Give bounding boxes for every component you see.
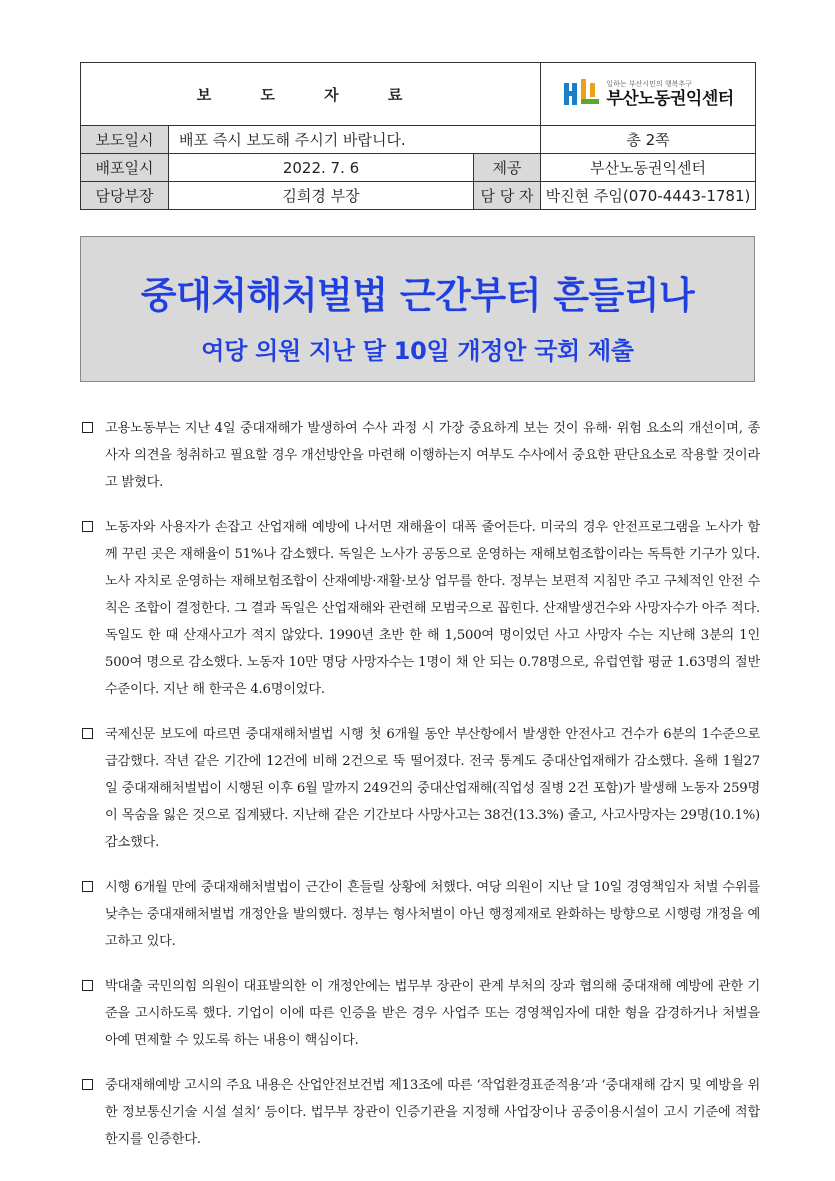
logo-slogan: 일하는 부산시민의 행복추구	[606, 79, 692, 88]
paragraph-5	[80, 973, 760, 1054]
paragraph-text: 고용노동부는 지난 4일 중대재해가 발생하여 수사 과정 시 가장 중요하게 보는 것이 유해· 위험 요소의 개선이며, 종사자 의견을 청취하고 필요할 경우 개선방안을 마련해 이행하는지 여부도 수사에서 중요한 판단요소로 작용할 것이라고 밝혔다.	[105, 421, 760, 490]
headline-box	[80, 236, 755, 382]
distribution-date-value: 2022. 7. 6	[169, 154, 474, 182]
checkbox-bullet-icon	[82, 521, 93, 532]
body-paragraphs	[80, 415, 760, 1171]
paragraph-text: 시행 6개월 만에 중대재해처벌법이 근간이 흔들릴 상황에 처했다. 여당 의원이 지난 달 10일 경영책임자 처벌 수위를 낮추는 중대재해처벌법 개정안을 발의했다. 정부는 형사처벌이 아닌 행정제재로 완화하는 방향으로 시행령 개정을 예고하고 있다.	[105, 880, 760, 949]
release-time-label: 보도일시	[81, 126, 169, 154]
logo-cell	[541, 63, 756, 126]
paragraph-text: 중대재해예방 고시의 주요 내용은 산업안전보건법 제13조에 따른 ‘작업환경표준적용’과 ‘중대재해 감지 및 예방을 위한 정보통신기술 시설 설치’ 등이다. 법무부 장관이 인증기관을 지정해 사업장이나 공중이용시설이 고시 기준에 적합한지를 인증한다.	[105, 1078, 760, 1147]
paragraph-4	[80, 874, 760, 955]
page-count: 총 2쪽	[541, 126, 756, 154]
release-time-value: 배포 즉시 보도해 주시기 바랍니다.	[169, 126, 541, 154]
paragraph-text: 박대출 국민의힘 의원이 대표발의한 이 개정안에는 법무부 장관이 관계 부처의 장과 협의해 중대재해 예방에 관한 기준을 고시하도록 했다. 기업이 이에 따른 인증을 받은 경우 사업주 또는 경영책임자에 대한 형을 감경하거나 처벌을 아예 면제할 수 있도록 하는 내용이 핵심이다.	[105, 979, 760, 1048]
paragraph-6	[80, 1072, 760, 1153]
paragraph-text: 국제신문 보도에 따르면 중대재해처벌법 시행 첫 6개월 동안 부산항에서 발생한 안전사고 건수가 6분의 1수준으로 급감했다. 작년 같은 기간에 12건에 비해 2건으로 뚝 떨어졌다. 전국 통계도 중대산업재해가 감소했다. 올해 1월27일 중대재해처벌법이 시행된 이후 6월 말까지 249건의 중대산업재해(직업성 질병 2건 포함)가 발생해 노동자 259명이 목숨을 잃은 것으로 집계됐다. 지난해 같은 기간보다 사망사고는 38건(13.3%) 줄고, 사고사망자는 29명(10.1%) 감소했다.	[105, 727, 760, 850]
logo-name: 부산노동권익센터	[606, 88, 734, 109]
paragraph-1	[80, 415, 760, 496]
provider-value: 부산노동권익센터	[541, 154, 756, 182]
paragraph-2	[80, 514, 760, 703]
paragraph-3	[80, 721, 760, 856]
contact-label: 담 당 자	[474, 182, 541, 210]
manager-label: 담당부장	[81, 182, 169, 210]
checkbox-bullet-icon	[82, 1079, 93, 1090]
logo-mark-icon	[562, 77, 602, 111]
manager-value: 김희경 부장	[169, 182, 474, 210]
contact-value: 박진현 주임(070-4443-1781)	[541, 182, 756, 210]
checkbox-bullet-icon	[82, 728, 93, 739]
headline-title: 중대처해처벌법 근간부터 흔들리나	[140, 274, 695, 317]
checkbox-bullet-icon	[82, 881, 93, 892]
checkbox-bullet-icon	[82, 980, 93, 991]
headline-subtitle: 여당 의원 지난 달 10일 개정안 국회 제출	[201, 337, 634, 365]
center-logo	[541, 77, 755, 111]
distribution-date-label: 배포일시	[81, 154, 169, 182]
paragraph-text: 노동자와 사용자가 손잡고 산업재해 예방에 나서면 재해율이 대폭 줄어든다. 미국의 경우 안전프로그램을 노사가 함께 꾸린 곳은 재해율이 51%나 감소했다. 독일은 노사가 공동으로 운영하는 재해보험조합이라는 독특한 기구가 있다. 노사 자치로 운영하는 재해보험조합이 산재예방·재활·보상 업무를 한다. 정부는 보편적 지침만 주고 구체적인 안전 수칙은 조합이 결정한다. 그 결과 독일은 산업재해와 관련해 모범국으로 꼽힌다. 산재발생건수와 사망자수가 아주 적다. 독일도 한 때 산재사고가 적지 않았다. 1990년 초반 한 해 1,500여 명이었던 사고 사망자 수는 지난해 3분의 1인 500여 명으로 감소했다. 노동자 10만 명당 사망자수는 1명이 채 안 되는 0.78명으로, 유럽연합 평균 1.63명의 절반 수준이다. 지난 해 한국은 4.6명이었다.	[105, 520, 760, 697]
press-header-table	[80, 62, 756, 210]
checkbox-bullet-icon	[82, 422, 93, 433]
press-release-title: 보 도 자 료	[81, 63, 541, 126]
provider-label: 제공	[474, 154, 541, 182]
